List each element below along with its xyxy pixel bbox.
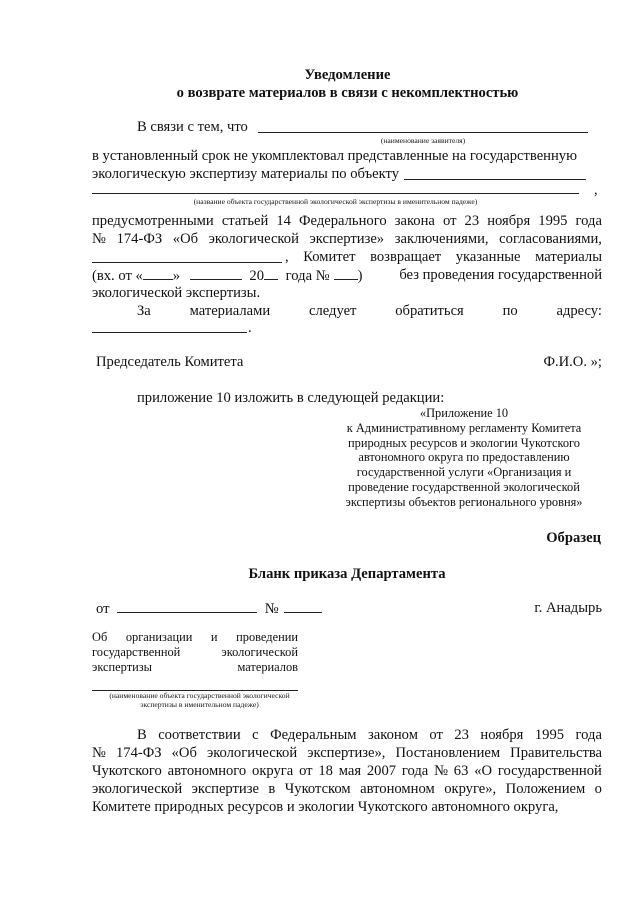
order-date-blank <box>117 599 257 613</box>
caption-object: (название объекта государственной экологической экспертизы в именительном падеже) <box>193 197 478 206</box>
notice-p2-line2: № 174-ФЗ «Об экологической экспертизе» заключениями, согласованиями, <box>92 231 602 247</box>
day-blank <box>143 266 173 280</box>
order-number-blank <box>284 599 322 613</box>
notice-p2-line5: экологической экспертизы. <box>92 285 261 301</box>
year-blank <box>264 266 278 280</box>
notice-p1-line2: в установленный срок не укомплектовал представленные на государственную <box>92 148 577 164</box>
order-body-line5: Комитете природных ресурсов и экологии Чукотского автономного округа, <box>92 799 559 815</box>
order-body-line1: В соответствии с Федеральным законом от 23 ноября 1995 года <box>137 727 602 743</box>
notice-p2-line4-tail: без проведения государственной <box>399 267 602 283</box>
order-object-caption: (наименование объекта государственной экологической экспертизы в именительном падеже) <box>109 691 290 709</box>
object-blank-line-2 <box>92 193 579 194</box>
notice-p3-line1: За материалами следует обратиться по адресу: <box>137 303 602 319</box>
notice-p2-line4: (вх. от « » 20 года № ) <box>92 268 363 284</box>
signer-title: Председатель Комитета <box>96 354 244 370</box>
order-body-line3: Чукотского автономного округа от 18 мая 2007 года № 63 «О государственной <box>92 763 602 779</box>
amendment-text: приложение 10 изложить в следующей редакции: <box>137 390 445 406</box>
appendix-header: «Приложение 10 к Административному регламенту Комитета природных ресурсов и экологии Чукотского автономного округа по предоставлению государственной услуги «Организация и проведение государственной экологической экспертизы объектов регионального уровня» <box>345 406 583 509</box>
order-body-line4: экологической экспертизе в Чукотском автономном округе», Положением о <box>92 781 602 797</box>
number-blank <box>334 266 358 280</box>
order-city: г. Анадырь <box>534 600 602 616</box>
notice-p1-start: В связи с тем, что <box>137 119 248 135</box>
caption-applicant: (наименование заявителя) <box>380 136 466 145</box>
order-title: Бланк приказа Департамента <box>248 566 446 582</box>
notice-p1-line3: экологическую экспертизу материалы по объекту <box>92 166 399 182</box>
order-subject: Об организации и проведении государственной экологической экспертизы материалов <box>92 630 298 674</box>
notice-p1-comma: , <box>594 182 598 198</box>
address-blank-line <box>92 332 247 333</box>
applicant-blank-line <box>258 132 588 133</box>
notice-p2-line1: предусмотренными статьей 14 Федерального закона от 23 ноября 1995 года <box>92 213 602 229</box>
month-blank <box>190 266 242 280</box>
approvals-blank-line <box>92 262 282 263</box>
object-blank-line-1 <box>404 179 586 180</box>
notice-p2-line3-tail: , Комитет возвращает указанные материалы <box>285 249 602 265</box>
signer-name: Ф.И.О. »; <box>543 354 602 370</box>
notice-p3-dot: . <box>248 320 252 336</box>
notice-subtitle: о возврате материалов в связи с некомплектностью <box>176 85 519 101</box>
order-date-number: от № <box>96 599 322 618</box>
notice-title: Уведомление <box>304 67 391 83</box>
order-body-line2: № 174-ФЗ «Об экологической экспертизе», Постановлением Правительства <box>92 745 602 761</box>
sample-label: Образец <box>546 530 601 546</box>
